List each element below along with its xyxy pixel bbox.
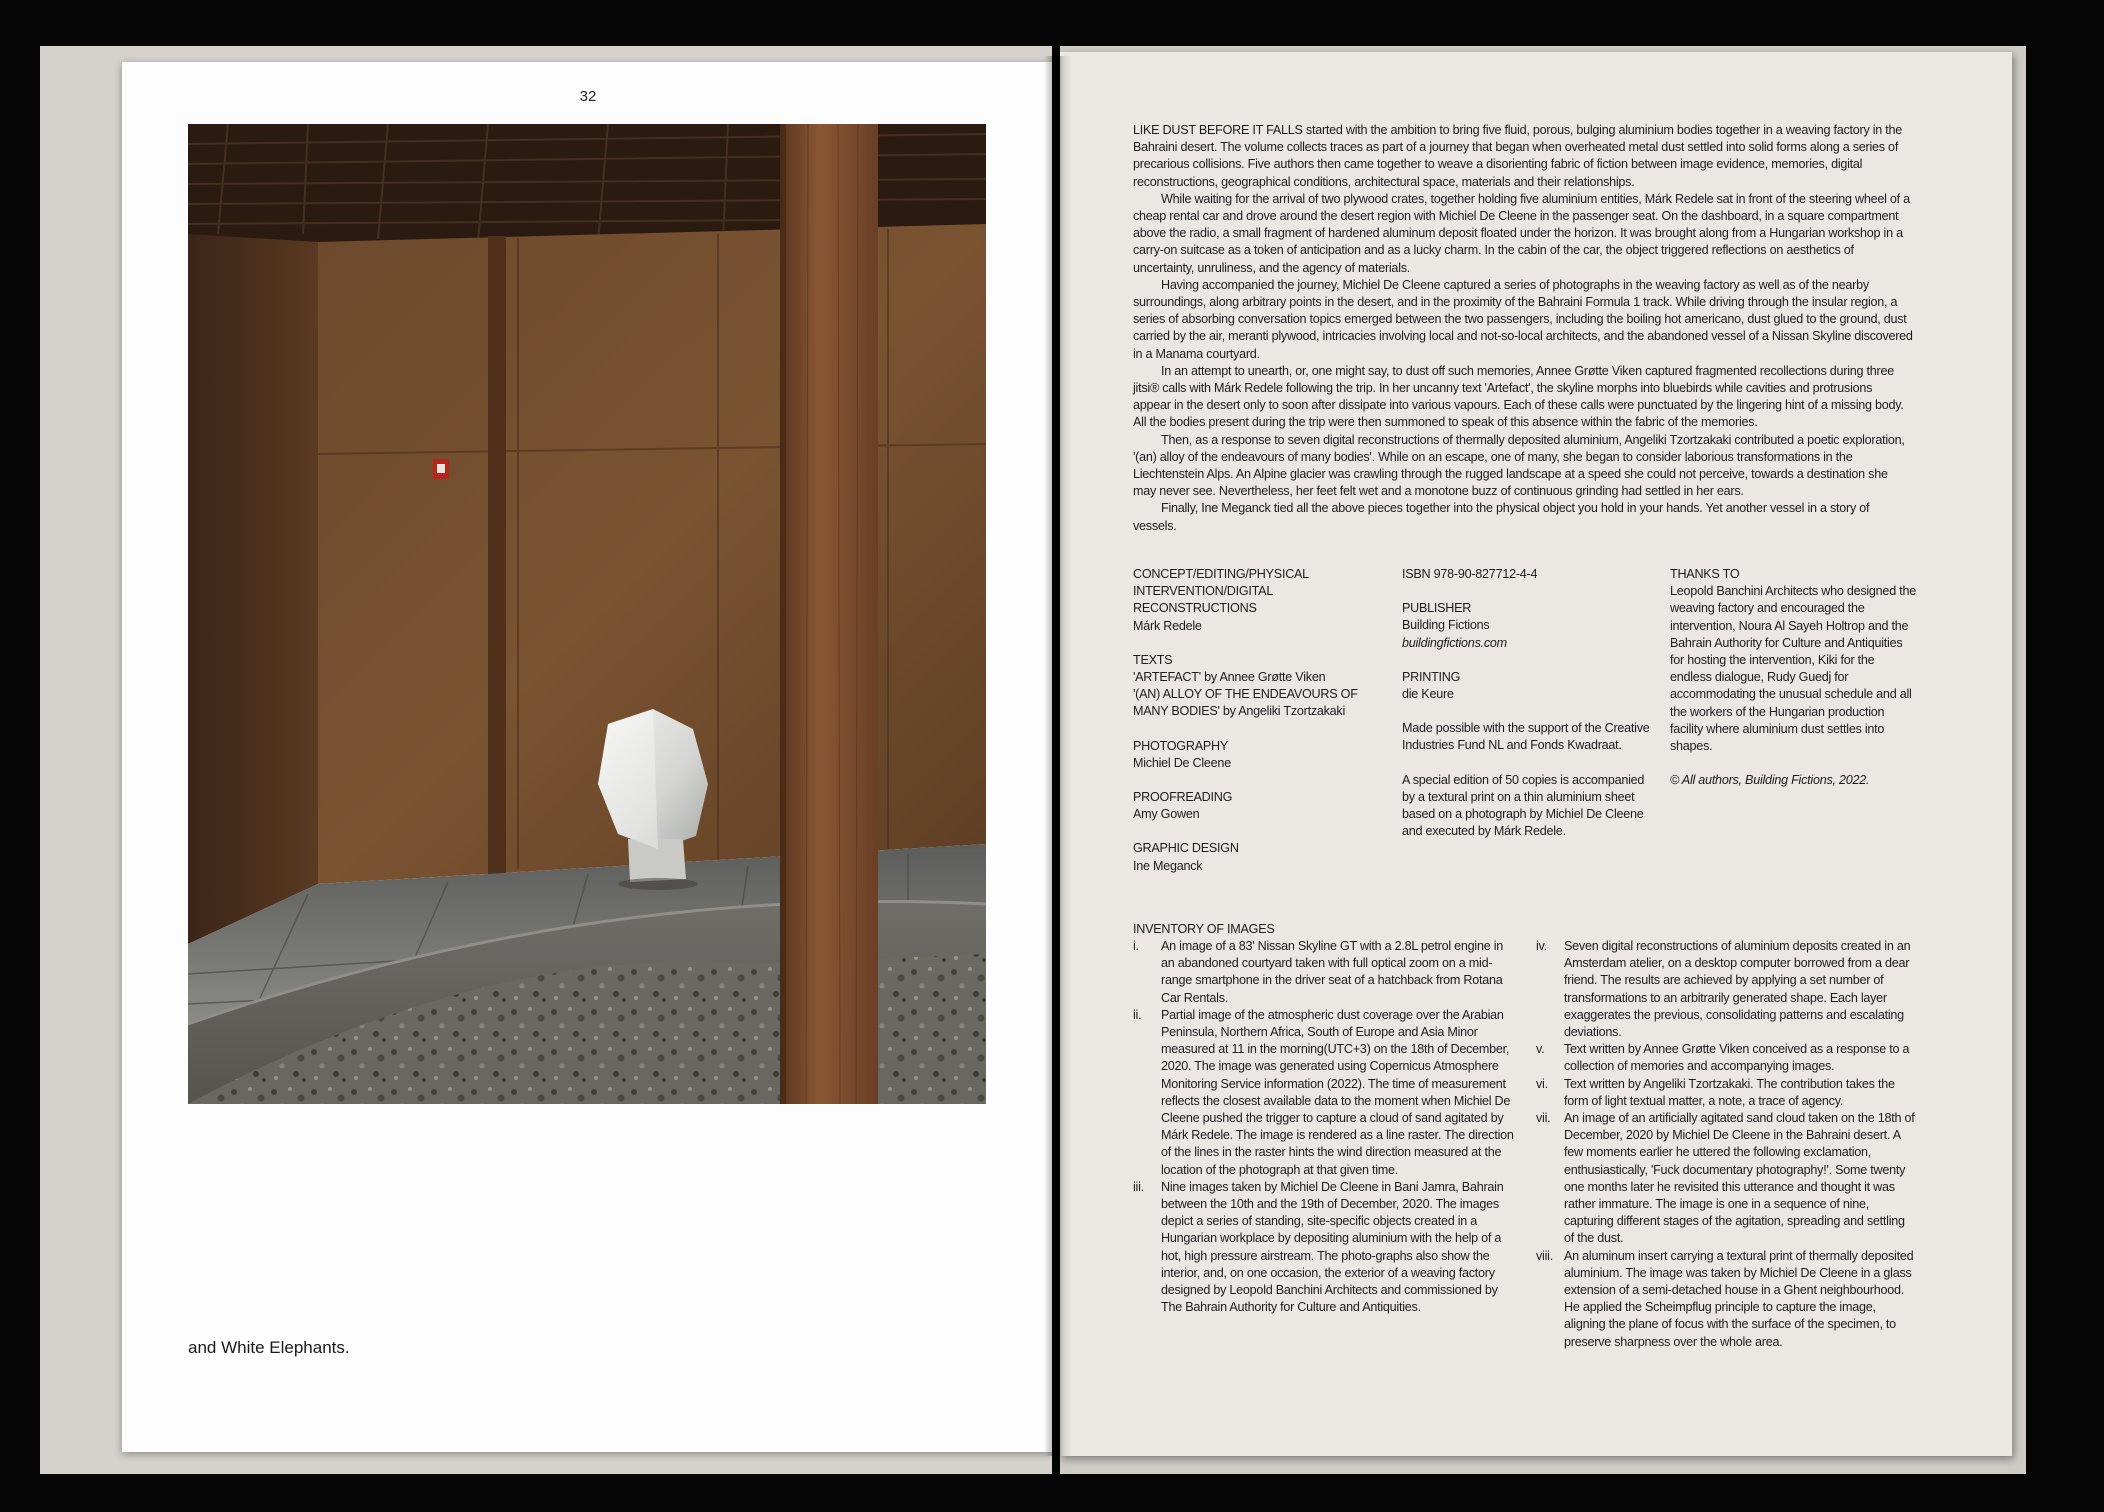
intro-paragraph: Finally, Ine Meganck tied all the above pieces together into the physical object you hold in your hands. Yet another vessel in a story of vessels. (1133, 501, 1870, 533)
inventory-item (1133, 1007, 1515, 1179)
inventory-text: Seven digital reconstructions of aluminium deposits created in an Amsterdam atelier, on a desktop computer borrowed from a dear friend. The results are achieved by applying a set number of transformations to an arbitrarily generated shape. Each layer exaggerates the previous, consolidating patterns and escalating deviations. (1564, 939, 1911, 1040)
texts-line-1: 'ARTEFACT' by Annee Grøtte Viken (1133, 670, 1326, 685)
book-gutter (1044, 56, 1072, 1456)
credits-column-2 (1402, 566, 1654, 857)
photography-name: Michiel De Cleene (1133, 755, 1231, 770)
intro-paragraph: LIKE DUST BEFORE IT FALLS started with the ambition to bring five fluid, porous, bulging aluminium bodies together in a weaving factory in the Bahraini desert. The volume collects traces as part of a journey that began when overheated metal dust settled into solid forms along a series of precarious collisions. Five authors then came together to weave a disorienting fabric of fiction between image evidence, memories, digital reconstructions, geographical conditions, architectural space, materials and their relationships. (1133, 123, 1903, 189)
printing-label: PRINTING (1402, 669, 1461, 684)
inventory-number: ii. (1133, 1007, 1142, 1022)
inventory-text: Nine images taken by Michiel De Cleene in Bani Jamra, Bahrain between the 10th and the 19th of December, 2020. The images depict a series of standing, site-specific objects created in a Hungarian workplace by depositing aluminium with the help of a hot, high pressure airstream. The photo-graphs also show the interior, and, on one occasion, the exterior of a weaving factory designed by Leopold Banchini Architects and commissioned by The Bahrain Authority for Culture and Antiquities. (1161, 1179, 1504, 1315)
photography-label: PHOTOGRAPHY (1133, 738, 1228, 753)
concept-name: Márk Redele (1133, 618, 1202, 633)
inventory-item (1536, 938, 1918, 1041)
proofreading-name: Amy Gowen (1133, 807, 1200, 822)
intro-text (1133, 122, 1913, 535)
credits-column-1 (1133, 566, 1383, 892)
interior-photograph (188, 124, 986, 1104)
design-label: GRAPHIC DESIGN (1133, 841, 1239, 856)
inventory-text: An aluminum insert carrying a textural print of thermally deposited aluminium. The image was taken by Michiel De Cleene in a glass extension of a semi-detached house in a Ghent neighbourhood. He applied the Scheimpflug principle to capture the image, aligning the plane of focus with the surface of the specimen, to preserve sharpness over the whole area. (1564, 1248, 1914, 1349)
printing-name: die Keure (1402, 687, 1454, 702)
credits-column-3 (1670, 566, 1918, 806)
texts-label: TEXTS (1133, 652, 1173, 667)
page-number: 32 (579, 88, 597, 105)
inventory-number: iv. (1536, 939, 1547, 953)
inventory-item (1536, 1110, 1918, 1248)
inventory-item (1133, 938, 1515, 1007)
isbn: ISBN 978-90-827712-4-4 (1402, 567, 1538, 581)
inventory-text: Text written by Angeliki Tzortzakaki. The contribution takes the form of light textual matter, a note, a trace of agency. (1564, 1076, 1895, 1108)
intro-paragraph: Then, as a response to seven digital reconstructions of thermally deposited aluminium, Angeliki Tzortzakaki contributed a poetic exploration, '(an) alloy of the endeavours of many bodies'. While on an escape, one of many, she began to consider laborious transformations in the Liechtenstein Alps. An Alpine glacier was crawling through the rugged landscape at a speed she could not perceive, towards a destination she may never see. Nevertheless, her feet felt wet and a monotone buzz of continuous grinding had settled in her ears. (1133, 432, 1905, 499)
inventory-text: An image of an artificially agitated sand cloud taken on the 18th of December, 2020 by Michiel De Cleene in the Bahraini desert. A few moments earlier he uttered the following exclamation, enthusiastically, 'Fuck documentary photography!'. Some twenty one months later he revisited this utterance and thought it was rather immature. The image is one in a sequence of nine, capturing different stages of the agitation, spreading and settling of the dust. (1564, 1111, 1915, 1246)
proofreading-label: PROOFREADING (1133, 790, 1233, 805)
inventory-number: vii. (1536, 1111, 1551, 1126)
inventory-column-2 (1536, 938, 1918, 1351)
inventory-item (1536, 1041, 1918, 1075)
inventory-number: vi. (1536, 1076, 1548, 1091)
inventory-number: iii. (1133, 1179, 1144, 1194)
intro-paragraph: While waiting for the arrival of two plywood crates, together holding five aluminium entities, Márk Redele sat in front of the steering wheel of a cheap rental car and drove around the desert region with Michiel De Cleene in the passenger seat. On the dashboard, in a square compartment above the radio, a small fragment of hardened aluminum deposit floated under the horizon. It was brought along from a Hungarian workshop in a carry-on suitcase as a token of anticipation and as a lucky charm. In the cabin of the car, the object triggered reflections on aesthetics of uncertainty, unruliness, and the agency of materials. (1133, 191, 1910, 275)
intro-paragraph: Having accompanied the journey, Michiel De Cleene captured a series of photographs in the weaving factory as well as of the nearby surroundings, along arbitrary points in the desert, and in the proximity of the Bahraini Formula 1 track. While driving through the insular region, a series of absorbing conversation topics emerged between the two passengers, including the boiling hot americano, dust glued to the ground, dust carried by the air, meranti plywood, intricacies involving local and not-so-local architects, and the abandoned vessel of a Nissan Skyline discovered in a Manama courtyard. (1133, 277, 1913, 361)
inventory-text: Text written by Annee Grøtte Viken conceived as a response to a collection of memories and accompanying images. (1564, 1042, 1910, 1074)
intro-paragraph: In an attempt to unearth, or, one might say, to dust off such memories, Annee Grøtte Viken captured fragmented recollections during three jitsi® calls with Márk Redele following the trip. In her uncanny text 'Artefact', the skyline morphs into bluebirds while cavities and protrusions appear in the desert only to soon after dissipate into various vapours. Each of these calls were punctuated by the lingering hint of a missing body. All the bodies present during the trip were then summoned to speak of this absence within the fabric of the memories. (1133, 363, 1904, 430)
inventory-item (1536, 1248, 1918, 1351)
inventory-number: i. (1133, 939, 1139, 953)
inventory-number: v. (1536, 1042, 1545, 1057)
inventory-column-1 (1133, 938, 1515, 1316)
publisher-name: Building Fictions (1402, 618, 1490, 633)
copyright: © All authors, Building Fictions, 2022. (1670, 773, 1870, 788)
texts-line-2: '(AN) ALLOY OF THE ENDEAVOURS OF MANY BODIES' by Angeliki Tzortzakaki (1133, 687, 1358, 719)
inventory-number: viii. (1536, 1248, 1553, 1263)
inventory-heading: INVENTORY OF IMAGES (1133, 922, 1275, 936)
design-name: Ine Meganck (1133, 858, 1203, 873)
special-edition-note: A special edition of 50 copies is accompanied by a textural print on a thin aluminium sheet based on a photograph by Michiel De Cleene and executed by Márk Redele. (1402, 772, 1645, 839)
inventory-text: Partial image of the atmospheric dust coverage over the Arabian Peninsula, Northern Africa, South of Europe and Asia Minor measured at 11 in the morning(UTC+3) on the 18th of December, 2020. The image was generated using Copernicus Atmosphere Monitoring Service information (2022). The time of measurement reflects the closest available data to the moment when Michiel De Cleene pushed the trigger to capture a cloud of sand agitated by Márk Redele. The image is rendered as a line raster. The direction of the lines in the raster hints the wind direction measured at the location of the photograph at that given time. (1161, 1007, 1514, 1177)
publisher-url: buildingfictions.com (1402, 635, 1507, 650)
thanks-label: THANKS TO (1670, 567, 1740, 581)
caption-tail: and White Elephants. (188, 1338, 350, 1357)
inventory-item (1536, 1076, 1918, 1110)
thanks-text: Leopold Banchini Architects who designed the weaving factory and encouraged the intervention, Noura Al Sayeh Holtrop and the Bahrain Authority for Culture and Antiquities for hosting the intervention, Kiki for the endless dialogue, Rudy Guedj for accommodating the unusual schedule and all the workers of the Hungarian production facility where aluminium dust settles into shapes. (1670, 584, 1916, 754)
inventory-text: An image of a 83' Nissan Skyline GT with a 2.8L petrol engine in an abandoned courtyard taken with full optical zoom on a mid-range smartphone in the driver seat of a hatchback from Rotana Car Rentals. (1161, 939, 1504, 1005)
publisher-label: PUBLISHER (1402, 601, 1472, 616)
inventory-item (1133, 1179, 1515, 1317)
concept-label: CONCEPT/EDITING/PHYSICAL INTERVENTION/DIGITAL RECONSTRUCTIONS (1133, 567, 1309, 616)
support-note: Made possible with the support of the Creative Industries Fund NL and Fonds Kwadraat. (1402, 721, 1650, 753)
